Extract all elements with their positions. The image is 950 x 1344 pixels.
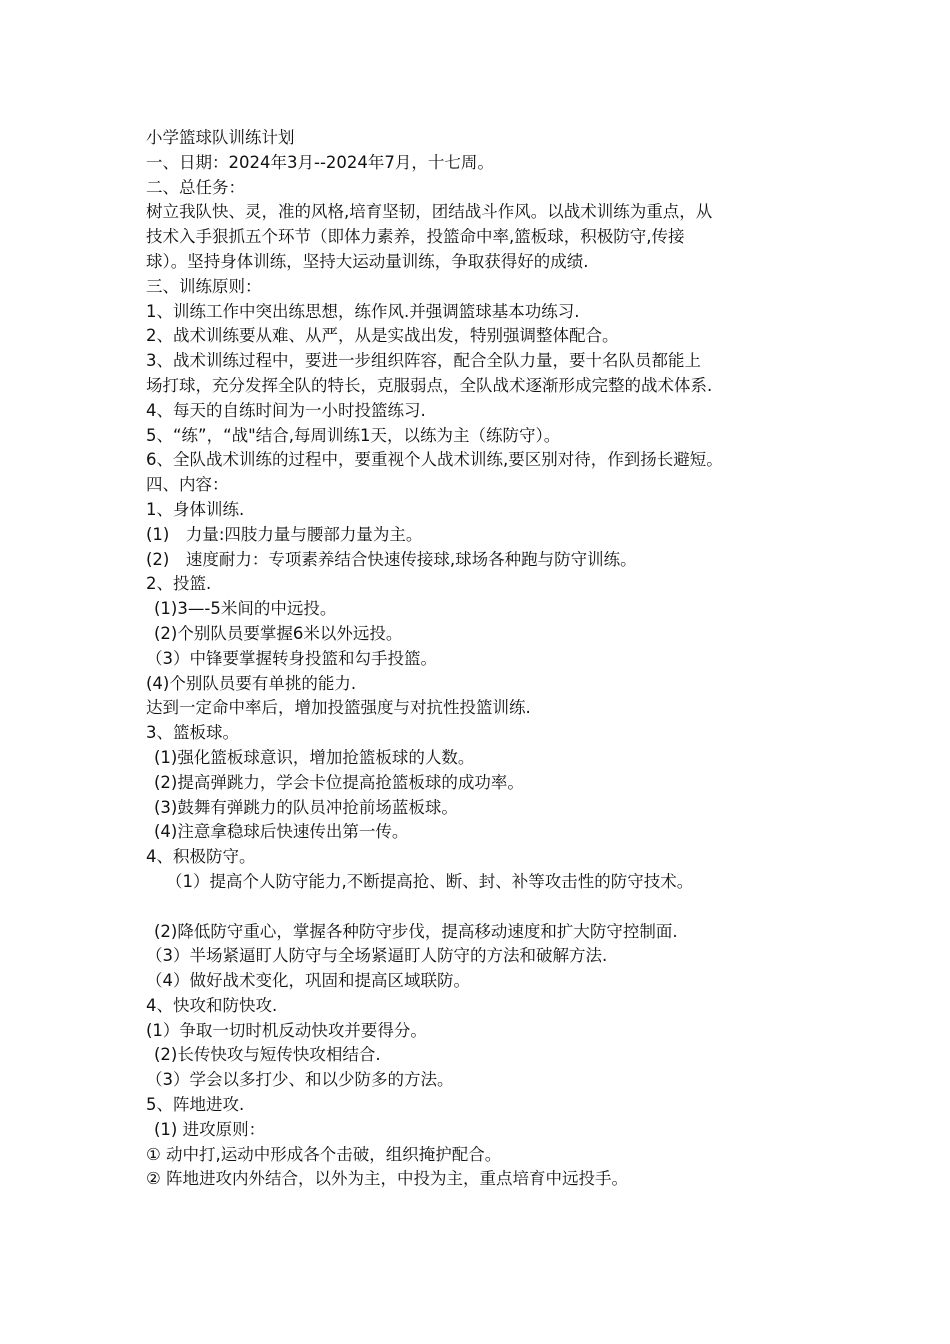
list-item: (1）争取一切时机反动快攻并要得分。 [146,1020,427,1040]
list-item: (2)个别队员要掌握6米以外远投。 [154,623,403,643]
list-item: (3)鼓舞有弹跳力的队员冲抢前场蓝板球。 [154,797,458,817]
list-item: （3）中锋要掌握转身投篮和勾手投篮。 [146,648,437,668]
subsection-heading: 2、投篮. [146,574,212,594]
list-item: ② 阵地进攻内外结合，以外为主，中投为主，重点培育中远投手。 [146,1169,629,1189]
subsection-heading: 4、积极防守。 [146,847,256,867]
list-item: (4)注意拿稳球后快速传出第一传。 [154,822,409,842]
document-title: 小学篮球队训练计划 [146,128,295,147]
list-item: 4、每天的自练时间为一小时投篮练习. [146,400,426,420]
list-item: (2)长传快攻与短传快攻相结合. [154,1045,381,1065]
list-item: (1) 进攻原则： [154,1119,266,1139]
list-item: 2、战术训练要从难、从严，从是实战出发，特别强调整体配合。 [146,326,619,346]
list-item: （3）半场紧逼盯人防守与全场紧逼盯人防守的方法和破解方法. [146,946,608,966]
document-body [146,126,826,1192]
list-item: (1)3—-5米间的中远投。 [154,599,337,619]
subsection-heading: 4、快攻和防快攻. [146,995,278,1015]
date-line: 一、日期：2024年3月--2024年7月，十七周。 [146,152,494,172]
subsection-heading: 3、篮板球。 [146,723,239,743]
list-item: (4)个别队员要有单挑的能力. [146,673,357,693]
list-item: ① 动中打,运动中形成各个击破，组织掩护配合。 [146,1144,502,1164]
subsection-heading: 1、身体训练. [146,499,245,519]
section-heading: 四、内容： [146,475,229,495]
list-item: (1)强化篮板球意识，增加抢篮板球的人数。 [154,747,475,767]
list-item: (2)降低防守重心，掌握各种防守步伐，提高移动速度和扩大防守控制面. [154,921,678,941]
list-item: (2)提高弹跳力，学会卡位提高抢篮板球的成功率。 [154,772,524,792]
list-item-continued: 场打球，充分发挥全队的特长，克服弱点，全队战术逐渐形成完整的战术体系. [146,375,713,395]
list-item: （1）提高个人防守能力,不断提高抢、断、封、补等攻击性的防守技术。 [166,871,694,891]
list-item: (2) 速度耐力：专项素养结合快速传接球,球场各种跑与防守训练。 [146,549,637,569]
section-heading: 三、训练原则： [146,276,262,296]
list-item: 6、全队战术训练的过程中，要重视个人战术训练,要区别对待，作到扬长避短。 [146,450,723,470]
section-heading: 二、总任务： [146,177,245,197]
list-item: （3）学会以多打少、和以少防多的方法。 [146,1070,454,1090]
list-item: （4）做好战术变化，巩固和提高区域联防。 [146,971,470,991]
list-item: 3、战术训练过程中，要进一步组织阵容，配合全队力量，要十名队员都能上 [146,351,701,371]
list-item: 5、“练”，“战"结合,每周训练1天，以练为主（练防守）。 [146,425,561,445]
paragraph-line: 树立我队快、灵，准的风格,培育坚韧，团结战斗作风。以战术训练为重点，从 [146,202,713,222]
paragraph-line: 球）。坚持身体训练，坚持大运动量训练，争取获得好的成绩. [146,251,589,271]
list-item: (1) 力量:四肢力量与腰部力量为主。 [146,524,423,544]
list-item: 1、训练工作中突出练思想，练作风.并强调篮球基本功练习. [146,301,580,321]
subsection-heading: 5、阵地进攻. [146,1095,245,1115]
paragraph-line: 达到一定命中率后，增加投篮强度与对抗性投篮训练. [146,698,531,718]
blank-line [146,895,826,920]
paragraph-line: 技术入手狠抓五个环节（即体力素养，投篮命中率,篮板球，积极防守,传接 [146,227,685,247]
